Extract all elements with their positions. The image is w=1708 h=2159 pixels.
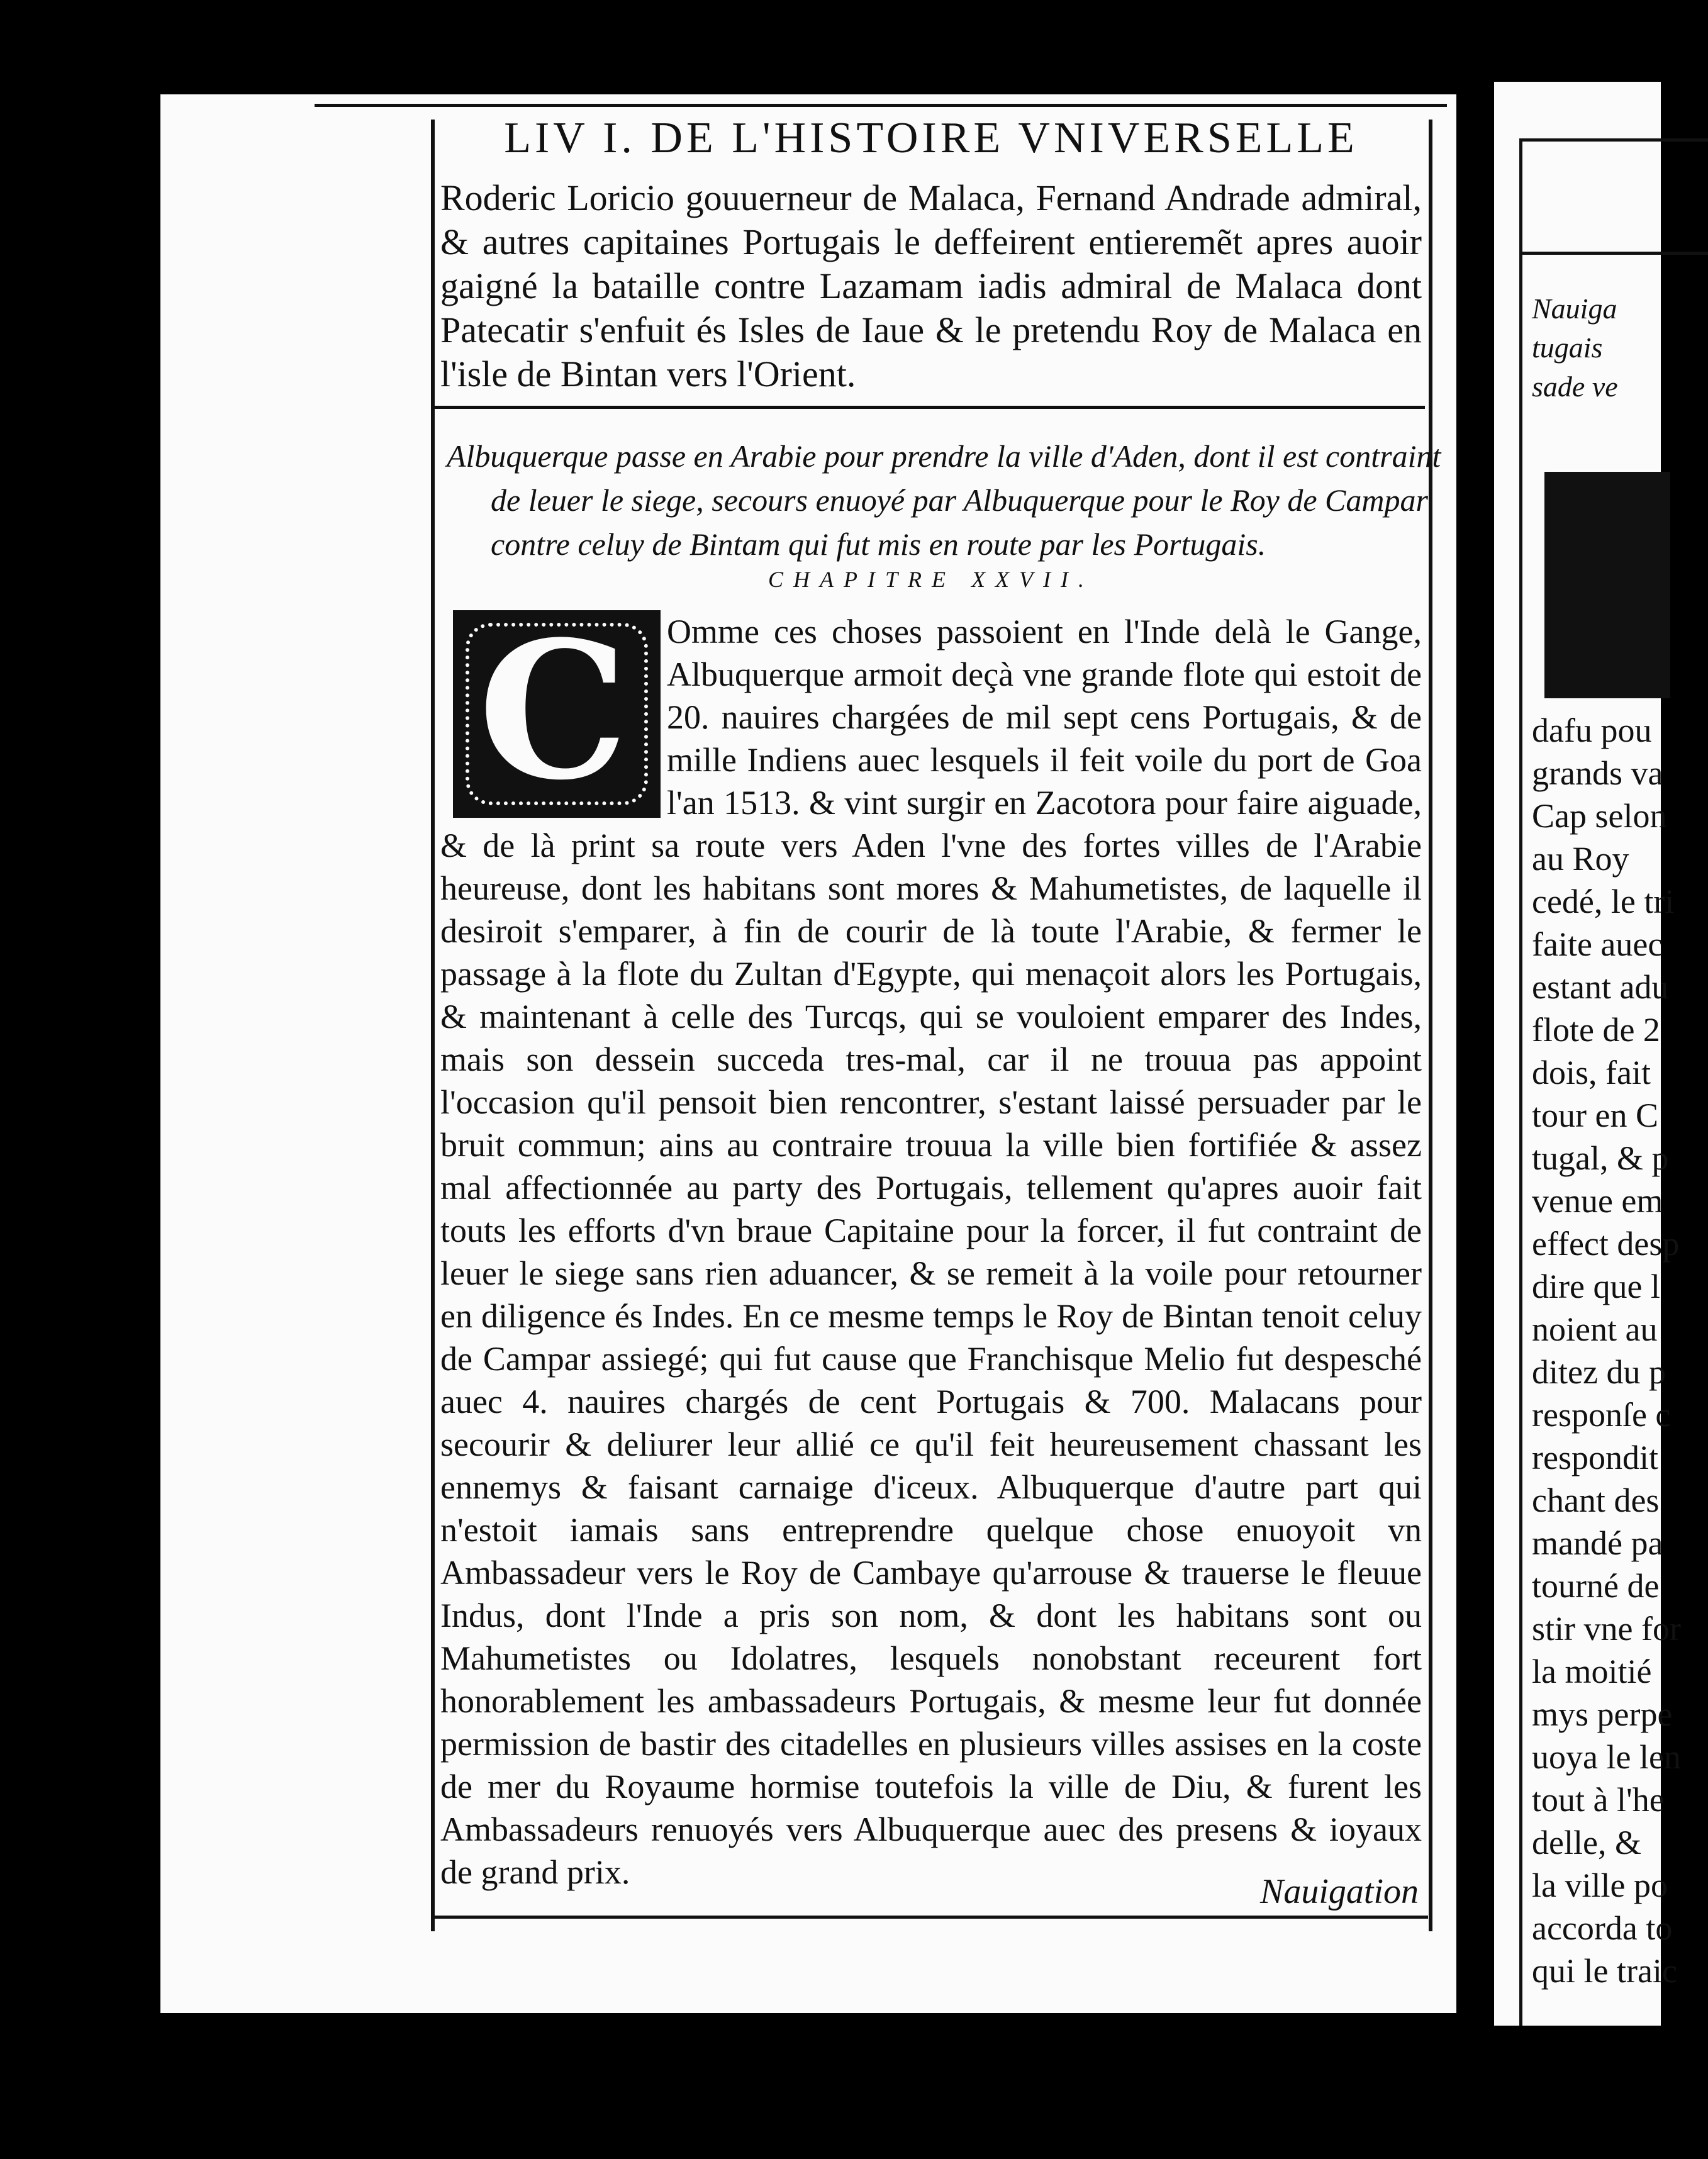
- drop-cap-letter: C: [478, 600, 628, 822]
- catchword: Nauigation: [1259, 1872, 1419, 1911]
- right-page-line: noient au: [1532, 1310, 1658, 1348]
- bottom-rule: [434, 1916, 1428, 1919]
- section-rule: [434, 406, 1425, 409]
- right-page-line: stir vne for: [1532, 1610, 1681, 1648]
- right-page-line: cedé, le tri: [1532, 883, 1675, 920]
- drop-cap: [453, 600, 661, 822]
- right-page-line: mys perpe: [1532, 1695, 1673, 1733]
- right-page-line: uoya le len: [1532, 1738, 1681, 1776]
- right-page-line: au Roy: [1532, 840, 1629, 878]
- right-page-line: respondit: [1532, 1439, 1658, 1476]
- right-page-line: flote de 2: [1532, 1011, 1660, 1049]
- previous-chapter-text: Roderic Loricio gouuerneur de Malaca, Fernand Andrade admiral, & autres capitaines Portugais le deffeirent entieremẽt apres auoir gaigné la bataille contre Lazamam iadis admiral de Malaca dont Patecatir s'enfuit és Isles de Iaue & le pretendu Roy de Malaca en l'isle de Bintan vers l'Orient.: [440, 177, 1422, 394]
- right-page-line: responſe c: [1532, 1396, 1671, 1434]
- right-page-line: grands va: [1532, 754, 1663, 792]
- top-rule: [315, 104, 1447, 107]
- right-page-top-rule: [1519, 138, 1708, 142]
- right-page-line: dire que l: [1532, 1268, 1660, 1305]
- right-page-line: dafu pou: [1532, 711, 1652, 749]
- book-spine: [1475, 0, 1494, 2159]
- right-page-ornamental-initial: [1544, 472, 1670, 698]
- right-page-line: mandé pa: [1532, 1524, 1663, 1562]
- right-page-line: Cap selon: [1532, 797, 1667, 835]
- right-page-line: tout à l'he: [1532, 1781, 1665, 1819]
- right-page-line: chant des: [1532, 1481, 1660, 1519]
- right-page-frame-line: [1519, 138, 1522, 2026]
- running-head: LIV I. DE L'HISTOIRE VNIVERSELLE: [504, 114, 1358, 162]
- right-page-line: delle, &: [1532, 1824, 1641, 1861]
- chapter-heading: CHAPITRE XXVII.: [768, 567, 1094, 592]
- right-page-rule: [1519, 252, 1708, 255]
- right-page-line: accorda to: [1532, 1909, 1673, 1947]
- chapter-summary: Albuquerque passe en Arabie pour prendre la ville d'Aden, dont il est contraint de leuer le siege, secours enuoyé par Albuquerque pour le Roy de Campar contre celuy de Bintam qui fut mis en route par les Portugais.: [447, 438, 1441, 562]
- right-page-line: faite auec: [1532, 925, 1663, 963]
- right-page-line: tour en C: [1532, 1096, 1658, 1134]
- right-page-fragment: [1494, 82, 1681, 2026]
- right-page-line: la ville po: [1532, 1866, 1668, 1904]
- right-page-line: dois, fait: [1532, 1054, 1651, 1091]
- right-page-line: ditez du p: [1532, 1353, 1666, 1391]
- right-page-line: la moitié: [1532, 1653, 1652, 1690]
- right-page-line: effect desp: [1532, 1225, 1680, 1263]
- right-page-line: qui le traic: [1532, 1952, 1677, 1990]
- right-page-margin-note: Nauiga tugais sade ve: [1532, 293, 1618, 403]
- right-page-line: venue em: [1532, 1182, 1663, 1220]
- right-page-line: tourné de: [1532, 1567, 1660, 1605]
- chapter-body-text: Omme ces choses passoient en l'Inde delà le Gange, Albuquerque armoit deçà vne grande flote qui estoit de 20. nauires chargées de mil sept cens Portugais, & de mille Indiens auec lesquels il feit voile du port de Goa l'an 1513. & vint surgir en Zacotora pour faire aiguade, & de là print sa route vers Aden l'vne des fortes villes de l'Arabie heureuse, dont les habitans sont mores & Mahumetistes, de laquelle il desiroit s'emparer, à fin de courir de là toute l'Arabie, & fermer le passage à la flote du Zultan d'Egypte, qui menaçoit alors les Portugais, & maintenant à celle des Turcqs, qui se vouloient emparer des Indes, mais son dessein succeda tres-mal, car il ne trouua pas appoint l'occasion qu'il pensoit bien rencontrer, s'estant laissé persuader par le bruit commun; ains au contraire trouua la ville bien fortifiée & assez mal affectionnée au party des Portugais, tellement qu'apres auoir fait touts les efforts d'vn braue Capitaine pour la forcer, il fut contraint de leuer le siege sans rien aduancer, & se remeit à la voile pour retourner en diligence és Indes. En ce mesme temps le Roy de Bintan tenoit celuy de Campar assiegé; qui fut cause que Franchisque Melio fut despesché auec 4. nauires chargés de cent Portugais & 700. Malacans pour secourir & deliurer leur allié ce qu'il feit heureusement chassant les ennemys & faisant carnaige d'iceux. Albuquerque d'autre part qui n'estoit iamais sans entreprendre quelque chose enuoyoit vn Ambassadeur vers le Roy de Cambaye qu'arrouse & trauerse le fleuue Indus, dont l'Inde a pris son nom, & dont les habitans sont ou Mahumetistes ou Idolatres, lesquels nonobstant receurent fort honorablement les ambassadeurs Portugais, & mesme leur fut donnée permission de bastir des citadelles en plusieurs villes assises en la coste de mer du Royaume hormise toutefois la ville de Diu, & furent les Ambassadeurs renuoyés vers Albuquerque auec des presens & ioyaux de grand prix.: [440, 613, 1422, 1891]
- right-page-line: tugal, & p: [1532, 1139, 1669, 1177]
- right-page-line: estant adu: [1532, 968, 1669, 1006]
